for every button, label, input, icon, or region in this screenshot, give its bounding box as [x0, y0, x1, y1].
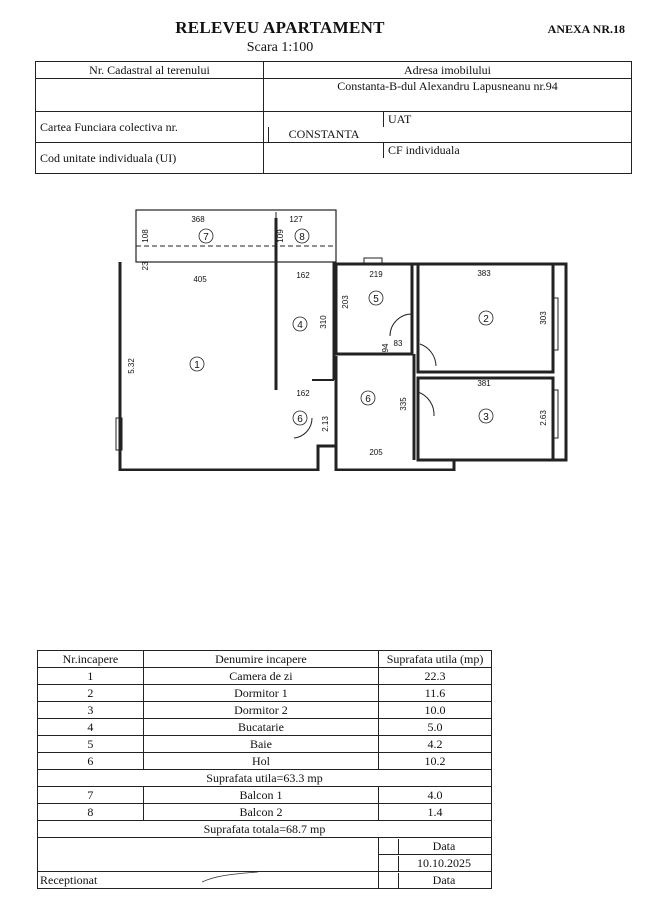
address-value: Constanta-B-dul Alexandru Lapusneanu nr.94 — [264, 79, 632, 112]
dim-balcony8-width: 127 — [289, 215, 303, 224]
room-8-number: 8 — [299, 232, 305, 243]
room-2-number: 2 — [483, 314, 489, 325]
ui-label: Cod unitate individuala (UI) — [36, 143, 264, 174]
received-date-cell — [379, 872, 492, 889]
cf-colectiva-label: Cartea Funciara colectiva nr. — [36, 112, 264, 143]
table-header-row — [38, 651, 492, 668]
row-nr: 6 — [38, 753, 144, 770]
subtotal-usable-area: Suprafata utila=63.3 mp — [38, 770, 492, 787]
date-value-cell — [379, 855, 492, 872]
row-nr: 3 — [38, 702, 144, 719]
dim-balcony8-depth: 109 — [276, 229, 285, 243]
dim-room3-width: 381 — [477, 379, 491, 388]
row-name: Hol — [143, 753, 378, 770]
room-number-circles — [190, 229, 493, 425]
col-name-header: Denumire incapere — [143, 651, 378, 668]
table-row — [38, 685, 492, 702]
row-name: Dormitor 2 — [143, 702, 378, 719]
row-name: Balcon 2 — [143, 804, 378, 821]
received-row — [38, 872, 492, 889]
floor-plan — [108, 206, 568, 471]
dim-room4-width-bottom: 162 — [296, 389, 310, 398]
dim-door-small: 94 — [381, 343, 390, 353]
date-label-cell — [379, 838, 492, 855]
received-date-label: Data — [398, 873, 489, 888]
room-6b-number: 6 — [365, 394, 371, 405]
dim-hall-width: 205 — [369, 448, 383, 457]
dim-door-83: 83 — [393, 339, 403, 348]
signature — [200, 870, 260, 884]
uat-label: UAT — [383, 112, 518, 127]
dim-hall-left-height: 2.13 — [321, 416, 330, 432]
room-7-number: 7 — [203, 232, 209, 243]
dim-hall-height: 335 — [399, 397, 408, 411]
property-info-table — [35, 61, 632, 174]
room-6a-number: 6 — [297, 414, 303, 425]
total-row — [38, 821, 492, 838]
row-name: Baie — [143, 736, 378, 753]
col-area-header: Suprafata utila (mp) — [379, 651, 492, 668]
row-nr: 5 — [38, 736, 144, 753]
total-area: Suprafata totala=68.7 mp — [38, 821, 492, 838]
dim-room2-height: 303 — [539, 311, 548, 325]
table-row — [38, 804, 492, 821]
rooms-table — [37, 650, 492, 889]
dim-room2-width: 383 — [477, 269, 491, 278]
room-3-number: 3 — [483, 412, 489, 423]
row-name: Balcon 1 — [143, 787, 378, 804]
row-nr: 8 — [38, 804, 144, 821]
date-value: 10.10.2025 — [398, 856, 489, 871]
door-arc-room2 — [420, 344, 436, 366]
row-nr: 7 — [38, 787, 144, 804]
table-row — [38, 736, 492, 753]
row-nr: 4 — [38, 719, 144, 736]
date-blank — [38, 838, 379, 872]
row-name: Bucatarie — [143, 719, 378, 736]
door-arc-bathroom — [390, 314, 412, 336]
room-1-number: 1 — [194, 360, 200, 371]
ui-row — [264, 143, 632, 174]
row-nr: 2 — [38, 685, 144, 702]
cf-colectiva-row — [264, 112, 632, 143]
dim-room1-height: 5.32 — [127, 358, 136, 374]
row-area: 22.3 — [379, 668, 492, 685]
table-row — [38, 702, 492, 719]
table-row — [38, 787, 492, 804]
address-label: Adresa imobilului — [264, 62, 632, 79]
row-name: Camera de zi — [143, 668, 378, 685]
table-row — [38, 668, 492, 685]
dim-room5-height: 203 — [341, 295, 350, 309]
annex-number: ANEXA NR.18 — [547, 22, 625, 36]
row-area: 10.0 — [379, 702, 492, 719]
uat-value: CONSTANTA — [268, 127, 379, 142]
date-row — [38, 838, 492, 855]
subtotal-row — [38, 770, 492, 787]
dim-room4-height: 310 — [319, 315, 328, 329]
row-area: 4.2 — [379, 736, 492, 753]
date-label: Data — [398, 839, 489, 854]
balcony-outline — [136, 210, 336, 262]
table-row — [38, 719, 492, 736]
dim-balcony7-width: 368 — [191, 215, 205, 224]
exterior-walls — [120, 262, 566, 470]
dim-room3-height: 2.63 — [539, 410, 548, 426]
room-5-number: 5 — [373, 294, 379, 305]
dim-room4-width-top: 162 — [296, 271, 310, 280]
door-arc-room3 — [418, 392, 434, 416]
row-area: 5.0 — [379, 719, 492, 736]
row-name: Dormitor 1 — [143, 685, 378, 702]
cf-individuala-label: CF individuala — [383, 143, 518, 158]
dim-balcony7-depth: 108 — [141, 229, 150, 243]
scale-label: Scara 1:100 — [246, 40, 314, 55]
dim-step: 23 — [141, 261, 150, 271]
received-label: Receptionat — [38, 872, 379, 889]
cadastral-label: Nr. Cadastral al terenului — [36, 62, 264, 79]
cadastral-value — [36, 79, 264, 112]
dim-room5-width: 219 — [369, 270, 383, 279]
row-area: 10.2 — [379, 753, 492, 770]
row-area: 1.4 — [379, 804, 492, 821]
table-row — [38, 753, 492, 770]
document-title: RELEVEU APARTAMENT — [175, 18, 385, 37]
row-area: 4.0 — [379, 787, 492, 804]
row-area: 11.6 — [379, 685, 492, 702]
col-nr-header: Nr.incapere — [38, 651, 144, 668]
room-4-number: 4 — [297, 320, 303, 331]
row-nr: 1 — [38, 668, 144, 685]
dim-room1-width: 405 — [193, 275, 207, 284]
